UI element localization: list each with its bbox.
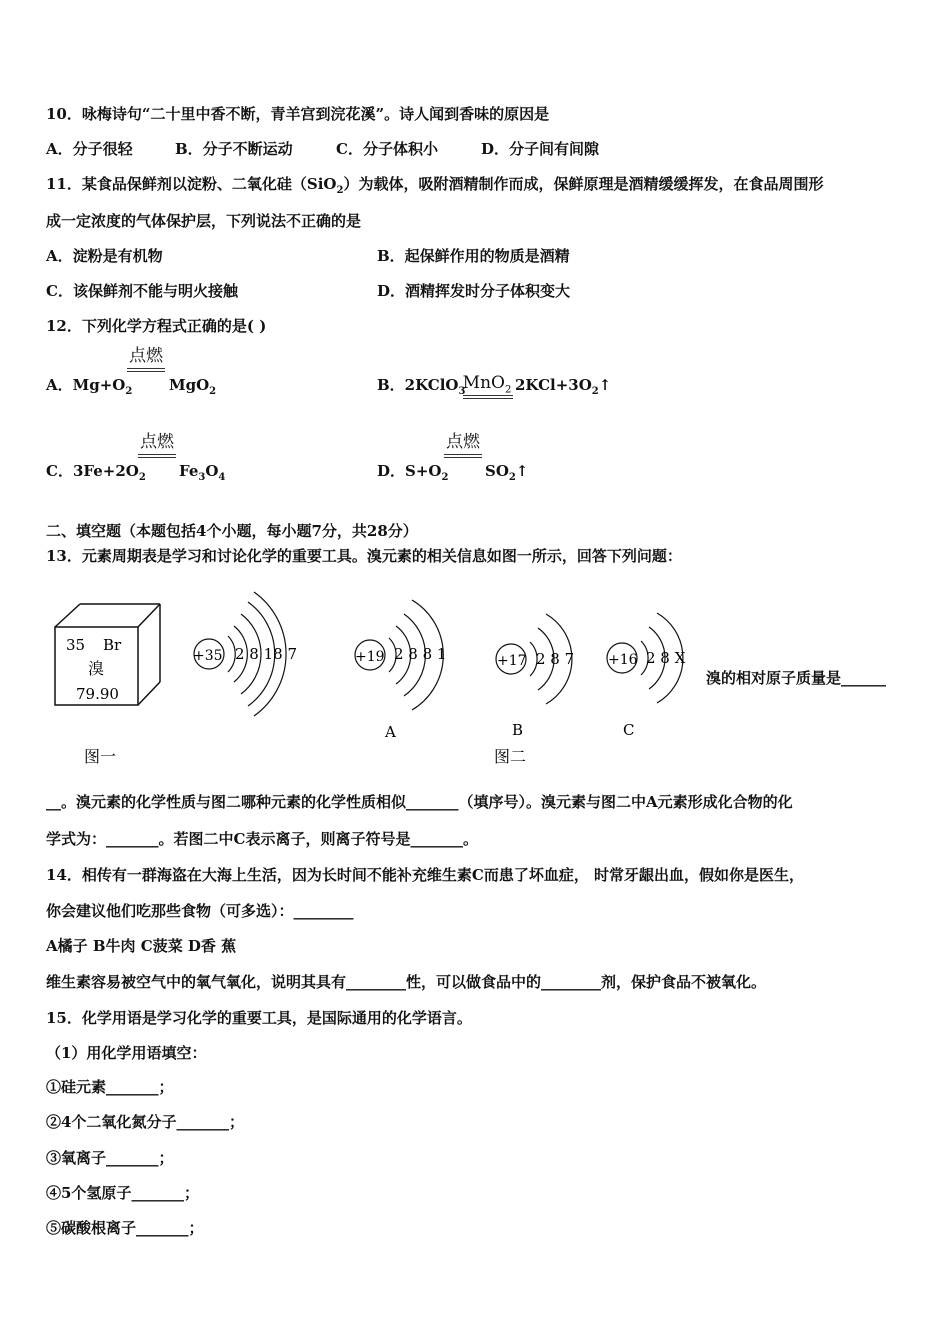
q11-option-c[interactable]: C．该保鲜剂不能与明火接触 bbox=[46, 282, 238, 300]
q10-stem: 10．咏梅诗句“二十里中香不断，青羊宫到浣花溪”。诗人闻到香味的原因是 bbox=[46, 105, 550, 123]
q15-item-2[interactable]: ②4个二氧化氮分子_______； bbox=[46, 1113, 244, 1131]
q13-question-part1: 溴的相对原子质量是______ bbox=[706, 669, 887, 687]
q14-question-line4: 维生素容易被空气中的氧气氧化，说明其具有________性，可以做食品中的________剂，保护食品不被氧化。 bbox=[46, 973, 767, 991]
q12-d-product: $SO_2↑$ bbox=[485, 462, 529, 483]
q14-options[interactable]: A橘子 B牛肉 C菠菜 D香 蕉 bbox=[46, 937, 237, 955]
q10-option-b[interactable]: B．分子不断运动 bbox=[175, 140, 293, 158]
q10-option-d[interactable]: D．分子间有间隙 bbox=[481, 140, 600, 158]
figure-two-caption: 图二 bbox=[494, 747, 527, 766]
q11-stem-line2: 成一定浓度的气体保护层，下列说法不正确的是 bbox=[46, 212, 362, 230]
q12-a-equals-sign bbox=[127, 368, 165, 369]
q12-c-equals-sign bbox=[138, 454, 176, 455]
q15-subquestion-1: （1）用化学用语填空： bbox=[46, 1044, 207, 1062]
q12-b-equals-sign bbox=[463, 395, 513, 396]
q12-c-condition: 点燃 bbox=[140, 432, 174, 452]
tile-element-name: 溴 bbox=[88, 659, 105, 678]
tile-atomic-number: 35 bbox=[66, 636, 86, 654]
q11-option-d[interactable]: D．酒精挥发时分子体积变大 bbox=[377, 282, 571, 300]
q12-a-product: MgO$_2$ bbox=[169, 376, 217, 397]
q13-question-line3: 学式为：_______。若图二中C表示离子，则离子符号是_______。 bbox=[46, 830, 478, 848]
atom-c-electron-shells: 2 8 X bbox=[646, 649, 686, 667]
q14-stem-line2: 你会建议他们吃那些食物（可多选）：________ bbox=[46, 902, 354, 920]
q15-item-4[interactable]: ④5个氢原子_______； bbox=[46, 1184, 199, 1202]
q13-stem: 13．元素周期表是学习和讨论化学的重要工具。溴元素的相关信息如图一所示，回答下列问题： bbox=[46, 547, 682, 565]
q13-question-line2: __。溴元素的化学性质与图二哪种元素的化学性质相似_______（填序号）。溴元素与图二中A元素形成化合物的化 bbox=[46, 793, 793, 811]
q14-stem-line1: 14．相传有一群海盗在大海上生活，因为长时间不能补充维生素C而患了坏血症， 时常牙龈出血，假如你是医生， bbox=[46, 866, 805, 884]
q15-item-5[interactable]: ⑤碳酸根离子_______； bbox=[46, 1219, 204, 1237]
q12-d-condition: 点燃 bbox=[446, 432, 480, 452]
atom-a-electron-shells: 2 8 8 1 bbox=[394, 645, 447, 663]
br-nucleus-charge: +35 bbox=[193, 648, 223, 664]
atom-c-label: C bbox=[623, 721, 635, 739]
q10-option-c[interactable]: C．分子体积小 bbox=[336, 140, 438, 158]
q12-option-c[interactable]: C．$3Fe+2O_2$ bbox=[46, 462, 146, 483]
atom-b-nucleus-charge: +17 bbox=[497, 653, 527, 669]
section-heading: 二、填空题（本题包括4个小题，每小题7分，共28分） bbox=[46, 522, 418, 540]
q12-option-d[interactable]: D．$S+O_2$ bbox=[377, 462, 449, 483]
br-electron-shells: 2 8 18 7 bbox=[235, 645, 298, 663]
atom-c-nucleus-charge: +16 bbox=[608, 652, 638, 668]
q12-c-product: $Fe_3O_4$ bbox=[179, 462, 226, 483]
q15-item-3[interactable]: ③氧离子_______； bbox=[46, 1149, 174, 1167]
atom-a-label: A bbox=[385, 723, 396, 741]
q12-stem: 12．下列化学方程式正确的是( ) bbox=[46, 317, 267, 335]
atom-a-nucleus-charge: +19 bbox=[355, 649, 385, 665]
q12-a-condition: 点燃 bbox=[129, 346, 163, 366]
figure-one-caption: 图一 bbox=[84, 747, 117, 766]
q11-option-a[interactable]: A．淀粉是有机物 bbox=[46, 247, 163, 265]
q12-d-equals-sign bbox=[444, 454, 482, 455]
q12-b-product: $2KCl+3O_2↑$ bbox=[515, 376, 612, 397]
q11-option-b[interactable]: B．起保鲜作用的物质是酒精 bbox=[377, 247, 570, 265]
q12-option-b[interactable]: B．2KClO$_3$ bbox=[377, 376, 466, 397]
q12-b-condition: MnO$_2$ bbox=[462, 373, 512, 396]
q11-stem-line1: 11．某食品保鲜剂以淀粉、二氧化硅（SiO$_2$）为载体，吸附酒精制作而成，保鲜原理是酒精缓缓挥发，在食品周围形 bbox=[46, 175, 824, 196]
q15-stem: 15．化学用语是学习化学的重要工具，是国际通用的化学语言。 bbox=[46, 1009, 472, 1027]
atom-b-label: B bbox=[512, 721, 524, 739]
tile-symbol: Br bbox=[103, 636, 122, 654]
q12-option-a[interactable]: A．$Mg+O_2$ bbox=[46, 376, 133, 397]
q10-option-a[interactable]: A．分子很轻 bbox=[46, 140, 133, 158]
tile-atomic-mass: 79.90 bbox=[76, 685, 119, 703]
atom-b-electron-shells: 2 8 7 bbox=[536, 650, 575, 668]
q15-item-1[interactable]: ①硅元素_______； bbox=[46, 1078, 174, 1096]
